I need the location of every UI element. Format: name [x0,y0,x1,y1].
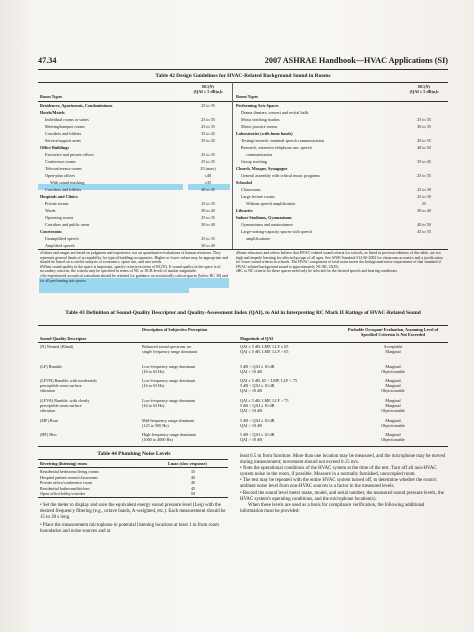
table43-head-rule [38,342,448,343]
bullet-microphone-placement: • Place the measurement microphone in potential listening locations at least 1 m from room boundaries and noise sources and at [40,523,219,535]
table42-room-label: Drama theaters, concert and recital halls [241,110,309,115]
table43-cell-qai: 5 dB < QAI ≤ 10 dB [240,364,275,369]
table44-room: Residential bedrooms/living rooms [40,469,99,474]
table42-room-label: Music teaching studios [241,117,280,122]
table43-cell-perception: Mid-frequency range dominant [142,418,195,423]
table43-cell-eval: Marginal [385,432,401,437]
table42-room-label: communication [246,152,273,157]
table43-cell-qai: QAI ≤ 5 dB, 65 < LMF, LLF < 75 [240,378,298,383]
footnote-b: bWhen sound quality in the space is important, specify criteria in terms of RC(N). If sound quality in the space is of secondary concern, the criteria may be specified in terms of NC or NCB levels of similar magnitude. [40,264,221,274]
table42-rc-value: 25 to 35 [201,103,215,108]
page-header [38,56,448,68]
scan-mark: · · [16,35,20,40]
table42-rc-value: 35 to 45 [201,138,215,143]
body-left-column [40,503,230,535]
table43-cell-descriptor: (N) Neutral (Bland) [40,344,74,349]
table43-cell-qai: QAI ≤ 5 dB, LMF, LLF > 75 [240,398,289,403]
table42-room-label: Private rooms [45,201,69,206]
table43-cell-perception: Low-frequency range dominant [142,378,196,383]
table42-room-label: Office Buildings [40,145,69,150]
body-right-column [240,454,446,515]
table43-cell-descriptor: (MF) Roar [40,418,59,423]
page-number: 47.34 [38,56,57,65]
table42-rc-value: ≤35 [204,180,212,185]
header-rule [38,69,448,70]
table43-cell-eval: Objectionable [381,437,405,442]
paragraph-compliance: When these levels are used as a basis for compliance verification, the following additional information must be provided: [240,502,425,514]
table42-rc-value: 25 to 35 [201,117,215,122]
table43-cell-descriptor: perceptible room surface [40,403,82,408]
table42-rc-value: 45 to 55 [417,229,431,234]
table42-room-label: amplificatione [246,236,271,241]
table42-rc-value: 25 to 35 [201,201,215,206]
table42-room-label: With sound masking [50,180,85,185]
table42-rc-value: 25 to 35 [201,124,215,129]
table42-room-label: Open-plan offices [45,173,76,178]
table43-cell-descriptor: (LFVB) Rumble, with moderately [40,378,98,383]
table43-cell-eval: Objectionable [381,369,405,374]
table42-room-label: Residences, Apartments, Condominiums [40,103,113,108]
table42-rc-value: 35 to 45 [417,159,431,164]
table42-room-label: Individual rooms or suites [45,117,89,122]
table42-room-label: Laboratories (with fume hoods) [236,131,293,136]
table43-cell-qai: QAI > 10 dB [240,408,263,413]
table42-room-label: Corridors and lobbies [45,131,82,136]
table42-room-label: Church, Mosque, Synagogue [236,166,288,171]
table43-cell-qai: QAI > 10 dB [240,437,263,442]
table43-cell-eval: Marginal [385,418,401,423]
table43-cell-perception: Low-frequency range dominant [142,398,196,403]
table43-cell-qai: 5 dB < QAI ≤ 10 dB [240,418,275,423]
table42-col-room-left: Room Types [40,94,63,99]
table42-col-room-right: Room Types [236,94,259,99]
table43-cell-descriptor: vibration [40,408,56,413]
highlight-mark [39,288,189,293]
table43-col-descriptor: Sound-Quality Descriptor [40,336,87,341]
table42-rc-value: 30 to 35 [417,124,431,129]
table42-room-label: Conference rooms [45,159,76,164]
table43-cell-eval: Objectionable [381,423,405,428]
bullet-repeat-test: • The test may be repeated with the entire HVAC system turned off, to determine whether the room's ambient noise level from non-HVAC sources is a factor in the measured levels. [240,478,437,490]
table44-room: Hospital patient rooms/classrooms [40,474,98,480]
table42-room-label: Corridors and lobbies [45,187,82,192]
bullet-meter-setup: • Set the meter to display and save the equivalent energy sound pressure level (Leq) with the desired frequency filtering (e.g., octave bands, A-weighted, etc.). Each measurement should be 15 to 30 s long. [40,503,226,521]
table42-rc-value: 25 [421,201,427,206]
table42-rc-value: 25 to 35 [417,117,431,122]
table43-cell-perception: single frequency range dominant [142,349,197,354]
table42-rc-value: 30 to 40 [417,208,431,213]
table42-rc-value: ≤40 [204,173,212,178]
footnote-d: dSome educators and others believe that HVAC-related sound criteria for schools, as listed in previous editions of this table, are too high and impede learning for affected groups of all ages. See ANSI Standard S12.60-2002 for classroom acoustics and a justification for lower sound criteria in schools. The HVAC component of total noise meets the background noise requirement of that standard if HVAC-related background sound is approximately NC/RC 25(N). [236,251,443,269]
footnote-e: eRC or NC criteria for these spaces need only be selected for the desired speech and hearing conditions. [236,269,398,274]
table43-cell-eval: Marginal [385,398,401,403]
table43-cell-descriptor: (HF) Hiss [40,432,57,437]
table42-room-label: Large lecture rooms [241,194,275,199]
table42-room-label: Amplified speech [45,243,75,248]
table42-caption: Table 42 Design Guidelines for HVAC-Related Background Sound in Rooms [155,73,331,79]
table42-rc-value: 25 to 35 [201,215,215,220]
table42-room-label: Operating rooms [45,215,74,220]
table43-cell-perception: Balanced sound spectrum, no [142,344,192,349]
table43-cell-eval: Objectionable [381,388,405,393]
table42-room-label: Testing/research, minimal speech communication [241,138,324,143]
table42-room-label: Indoor Stadiums, Gymnasiums [236,215,292,220]
table42-rc-value: 35 to 45 [201,131,215,136]
paragraph-continued: least 0.5 m from furniture. More than one location may be measured, and the microphone may be moved during measurement; movement should not exceed 0.15 m/s. [240,454,446,466]
table43-cell-eval: Acceptable [383,344,403,349]
bullet-record-meter: • Record the sound level meter make, model, and serial number, the measured sound pressure levels, the HVAC system's operating conditions, and the microphone location(s). [240,490,444,502]
table42-top-rule [38,82,448,83]
table42-rc-value: 40 to 45 [201,187,215,192]
table43-cell-descriptor: (LF) Rumble [40,364,62,369]
table43-cell-perception: (125 to 500 Hz) [142,423,169,428]
book-title: 2007 ASHRAE Handbook—HVAC Applications (SI) [264,56,448,65]
table42-room-label: Without speech amplification [246,201,296,206]
table44-room: Open office/lobby/corridor [40,491,86,496]
table43-cell-eval: Marginal [385,383,401,388]
table44-col-room: Receiving (listening) room [40,461,87,466]
table44-room: Residential bathroom/kitchen [40,485,90,491]
table42-room-label: Executive and private offices [45,152,94,157]
table43-cell-qai: 5 dB < QAI ≤ 10 dB [240,383,275,388]
table42-rc-value: 25 to 35 [201,159,215,164]
table42-room-label: Music practice rooms [241,124,278,129]
table42-room-label: Classrooms [241,187,261,192]
table42-col-qai-left: (QAI ≤ 5 dB)a,b [193,89,223,94]
table42-rc-value: 45 to 55 [417,138,431,143]
bullet-operational-conditions: • Note the operational conditions of the HVAC system at the time of the test. Turn off all non-HVAC system noise in the room, if possible. Measure in a normally furnished, unoccupied room. [240,466,437,478]
table43-cell-qai: QAI > 10 dB [240,388,263,393]
table43-col-perception: Description of Subjective Perception [142,327,208,332]
table42-rc-value: 30 to 40 [201,243,215,248]
footnote-a: aValues and ranges are based on judgment and experience, not on quantitative evaluations of human reactions. They represent general limits of acceptability for typical building occupancies. Higher or lower values may be appropriate and should be based on a careful analysis of economics, space use, and user needs. [40,251,228,265]
table44-col-lmax: Lmax (slow response) [168,461,207,466]
table42-rc-value: 25 to 30 [417,187,431,192]
table42-room-label: Service/support areas [45,138,81,143]
table42-room-label: Group teaching [241,159,267,164]
table44-lmax: 35 [190,469,196,474]
table42-head-rule [38,101,448,102]
table43-cell-qai: QAI > 10 dB [240,369,263,374]
table44-lmax: 50 [190,491,196,496]
table43-cell-perception: High-frequency range dominant [142,432,196,437]
table43-cell-eval: Objectionable [381,408,405,413]
table44-top-rule [38,459,228,460]
table43-cell-perception: (16 to 63 Hz) [142,403,165,408]
table44-caption: Table 44 Plumbing Noise Levels [97,451,171,457]
table43-cell-eval: Marginal [385,403,401,408]
table43-caption: Table 43 Definition of Sound-Quality Descriptor and Quality-Assessment Index (QAI), to Aid in Interpreting RC Mark II Ratings of HVAC-Related Sound [65,310,421,316]
table43-bottom-rule [38,446,448,447]
table42-room-label: Unamplified speech [45,236,79,241]
table43-cell-eval: Marginal [385,364,401,369]
scan-mark: · [21,41,23,46]
table43-cell-descriptor: (LFVA) Rumble, with clearly [40,398,90,403]
table42-room-label: Libraries [236,208,253,213]
table43-col-qai: Magnitude of QAI [240,336,274,341]
table42-room-label: Research, extensive telephone use, speech [241,145,312,150]
table42-footnotes-right [236,251,446,274]
table43-cell-perception: Low-frequency range dominant [142,364,196,369]
table42-col-qai-right: (QAI ≤ 5 dB)a,b [409,89,439,94]
table42-room-label: Large-seating-capacity spaces with speech [241,229,313,234]
table42-room-label: Corridors and public areas [45,222,90,227]
table42-col-rc-left: RC(N) [202,84,214,89]
table42-room-label: Hotels/Motels [40,110,65,115]
table42-room-label: Gymnasiums and natatoriumse [241,222,293,227]
table42-rc-value: 40 to 50 [417,222,431,227]
table43-cell-qai: QAI ≤ 5 dB, LMF, LLF > 65 [240,349,289,354]
table44-head-rule [38,467,228,468]
table43-cell-qai: QAI ≤ 5 dB, LMF, LLF ≤ 65 [240,344,289,349]
table43-col-evaluation: Probable Occupant Evaluation, Assuming Level of Specified Criterion Is Not Exceeded [347,327,439,337]
table44-lmax: 40 [190,474,196,480]
table42-room-label: Courtrooms [40,229,62,234]
table42-divider [232,82,233,249]
table43-cell-perception: (1000 to 4000 Hz) [142,437,173,442]
table42-room-label: Schoolsd [236,180,252,185]
table43-cell-qai: 5 dB < QAI ≤ 10 dB [240,403,275,408]
table44-lmax: 40 [190,480,196,485]
table42-rc-value: 25 (max) [200,166,216,171]
table43-cell-descriptor: vibration [40,388,56,393]
table42-rc-value: 30 to 40 [201,222,215,227]
table42-room-label: Hospitals and Clinics [40,194,78,199]
table43-cell-eval: Marginal [385,378,401,383]
table42-rc-value: 25 to 35 [201,152,215,157]
table43-top-rule [38,325,448,326]
table42-rc-value: 25 to 35 [417,173,431,178]
table43-cell-eval: Marginal [385,349,401,354]
table42-room-label: Teleconference rooms [45,166,83,171]
table42-room-label: Meeting/banquet rooms [45,124,85,129]
table43-cell-qai: 5 dB < QAI ≤ 10 dB [240,432,275,437]
table42-rc-value: 25 to 30 [417,194,431,199]
table42-rc-value: 40 to 50 [417,145,431,150]
table42-rc-value: 30 to 40 [201,208,215,213]
table42-room-label: General assembly with critical music programs [241,173,320,178]
table42-footnotes-left [40,251,229,283]
table42-col-rc-right: RC(N) [418,84,430,89]
table43-cell-qai: QAI > 10 dB [240,423,263,428]
table42-room-label: Wards [45,208,56,213]
table43-cell-perception: (16 to 63 Hz) [142,369,165,374]
table43-cell-perception: (16 to 63 Hz) [142,383,165,388]
footnote-c: cAn experienced acoustical consultant should be retained for guidance on acoustically critical spaces (below RC 30) and for all performing arts spaces. [40,273,228,283]
table42-bottom-rule [38,249,448,250]
table43-cell-descriptor: perceptible room surface [40,383,82,388]
table44-bottom-rule [38,497,228,498]
table44-lmax: 45 [190,485,196,491]
table44-room: Private office/conference room [40,480,93,485]
table42-room-label: Performing Arts Spaces [236,103,279,108]
table42-rc-value: 25 to 35 [201,236,215,241]
